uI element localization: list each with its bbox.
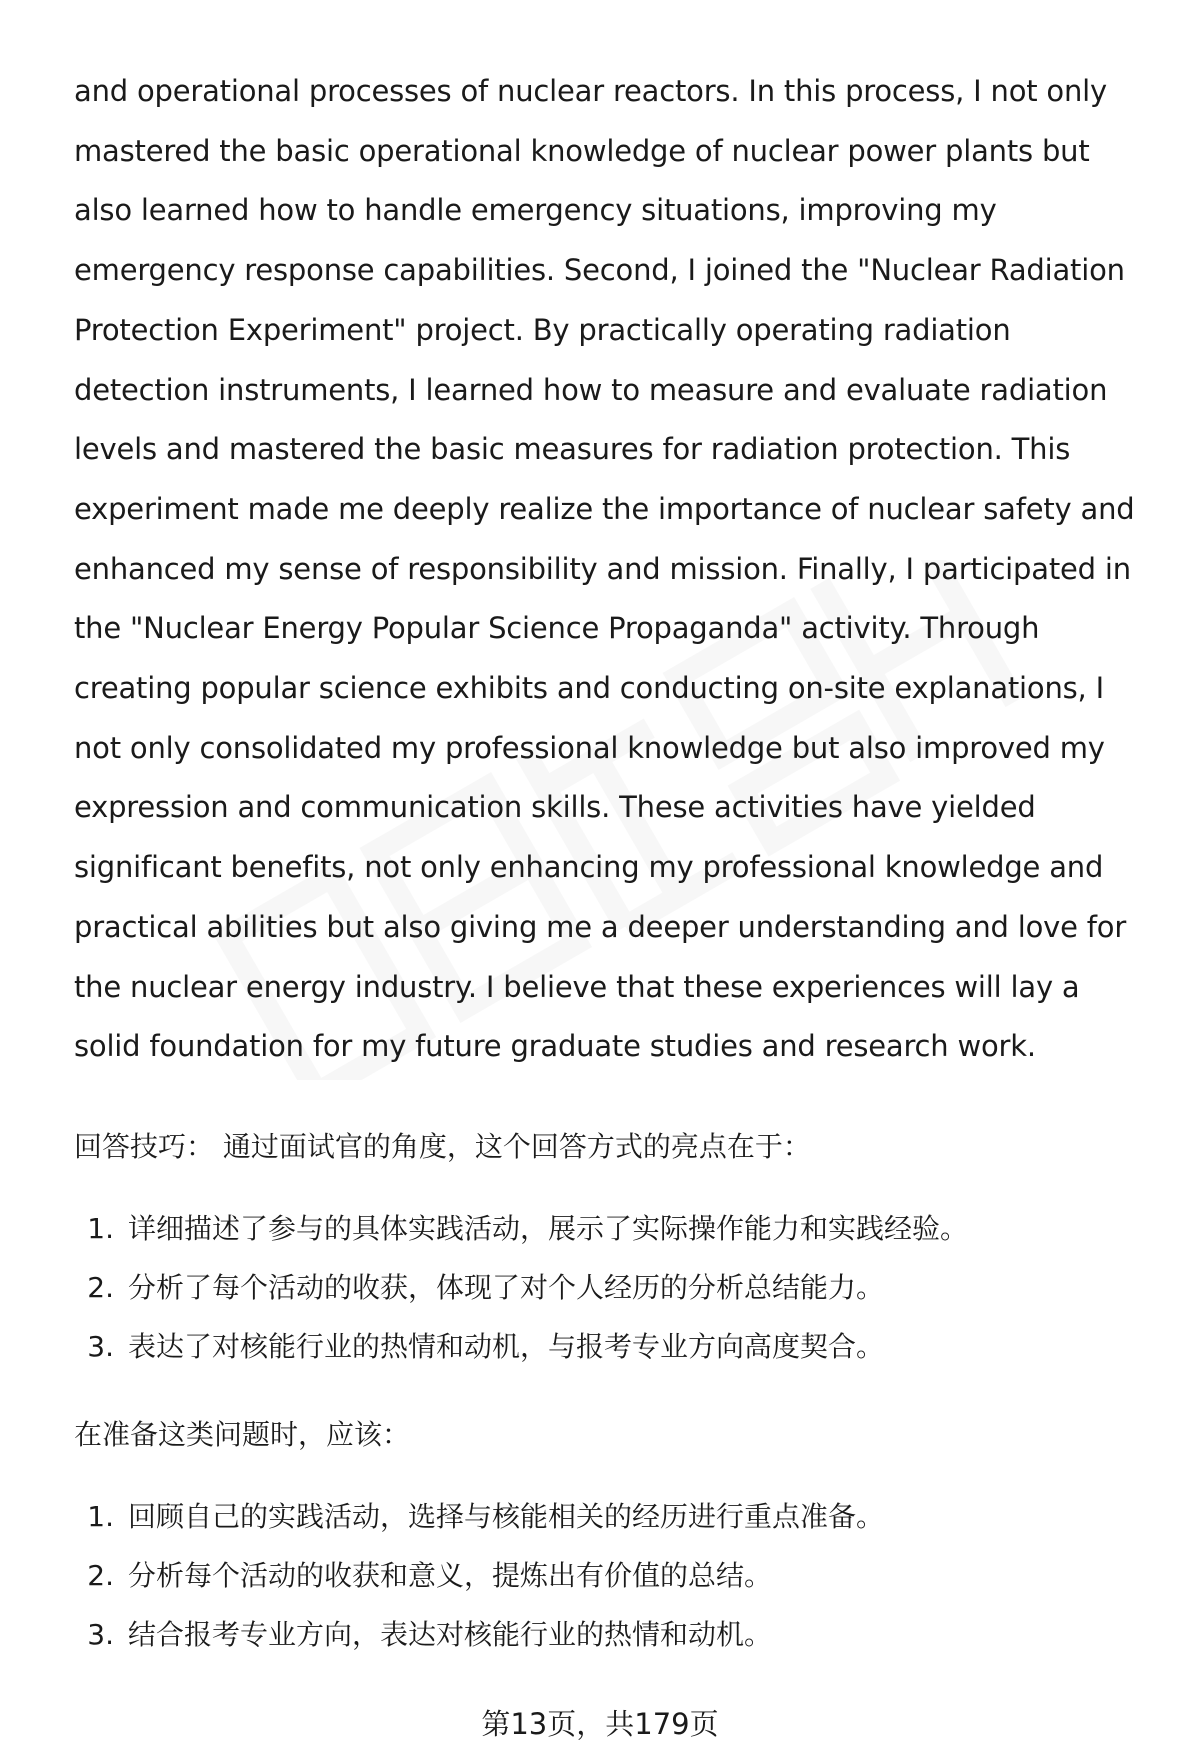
list-text: 表达了对核能行业的热情和动机，与报考专业方向高度契合。 bbox=[128, 1329, 885, 1363]
list-item bbox=[74, 1615, 1154, 1655]
list-number: 1. bbox=[87, 1211, 114, 1245]
list-item bbox=[74, 1209, 1154, 1249]
list-text: 分析每个活动的收获和意义，提炼出有价值的总结。 bbox=[128, 1558, 773, 1592]
page-number-footer: 第13页，共179页 bbox=[481, 1707, 719, 1741]
tips-list bbox=[74, 1209, 1154, 1367]
list-item bbox=[74, 1268, 1154, 1308]
list-number: 2. bbox=[87, 1558, 114, 1592]
list-number: 3. bbox=[87, 1617, 114, 1651]
list-text: 结合报考专业方向，表达对核能行业的热情和动机。 bbox=[128, 1617, 773, 1651]
document-page bbox=[74, 62, 1154, 1674]
list-text: 分析了每个活动的收获，体现了对个人经历的分析总结能力。 bbox=[128, 1270, 885, 1304]
list-item bbox=[74, 1556, 1154, 1596]
list-number: 1. bbox=[87, 1499, 114, 1533]
tips-heading: 回答技巧： 通过面试官的角度，这个回答方式的亮点在于： bbox=[74, 1129, 811, 1163]
list-item bbox=[74, 1497, 1154, 1537]
answer-paragraph: and operational processes of nuclear reactors. In this process, I not only mastered the basic operational knowledge of nuclear power plants but also learned how to handle emergency situations, improving my emergency response capabilities. Second, I joined the "Nuclear Radiation Protection Experiment" project. By practically operating radiation detection instruments, I learned how to measure and evaluate radiation levels and mastered the basic measures for radiation protection. This experiment made me deeply realize the importance of nuclear safety and enhanced my sense of responsibility and mission. Finally, I participated in the "Nuclear Energy Popular Science Propaganda" activity. Through creating popular science exhibits and conducting on-site explanations, I not only consolidated my professional knowledge but also improved my expression and communication skills. These activities have yielded significant benefits, not only enhancing my professional knowledge and practical abilities but also giving me a deeper understanding and love for the nuclear energy industry. I believe that these experiences will lay a solid foundation for my future graduate studies and research work. bbox=[74, 74, 1135, 1064]
list-text: 回顾自己的实践活动，选择与核能相关的经历进行重点准备。 bbox=[128, 1499, 885, 1533]
list-number: 2. bbox=[87, 1270, 114, 1304]
prep-list bbox=[74, 1497, 1154, 1655]
prep-heading: 在准备这类问题时，应该： bbox=[74, 1417, 411, 1451]
list-item bbox=[74, 1327, 1154, 1367]
list-text: 详细描述了参与的具体实践活动，展示了实际操作能力和实践经验。 bbox=[128, 1211, 969, 1245]
list-number: 3. bbox=[87, 1329, 114, 1363]
